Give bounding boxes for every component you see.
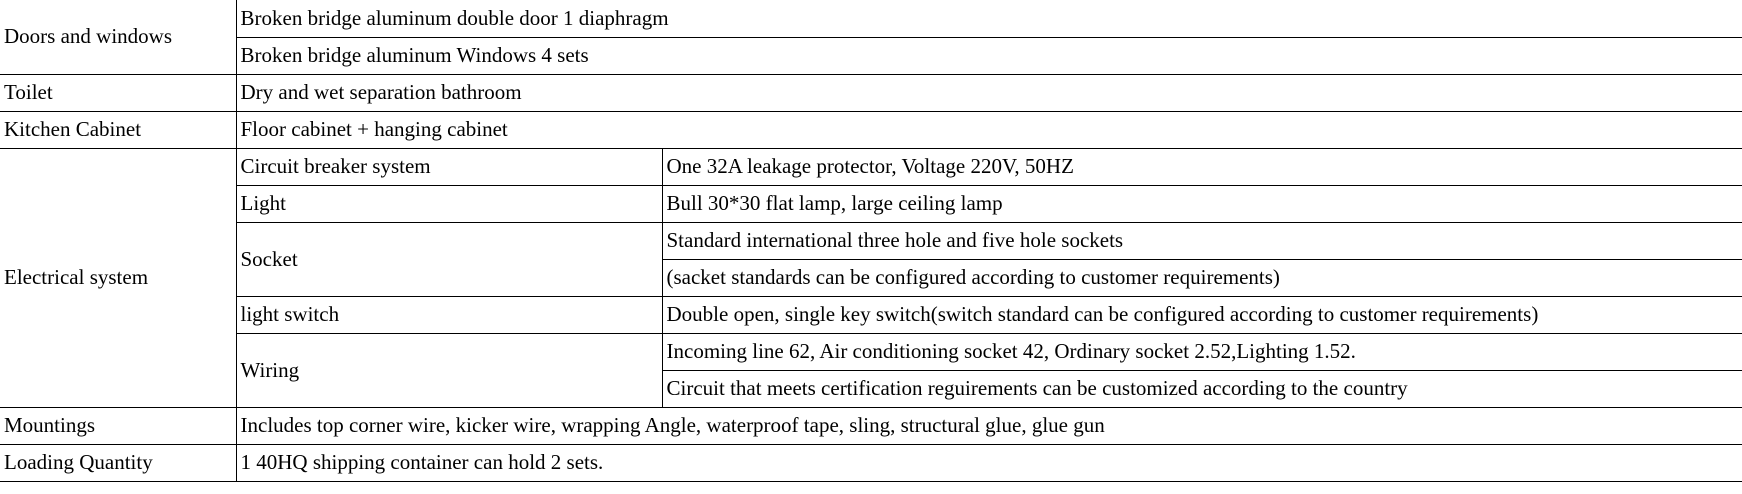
spec-value-windows: Broken bridge aluminum Windows 4 sets	[236, 37, 1742, 74]
spec-value-double-door: Broken bridge aluminum double door 1 diaphragm	[236, 0, 1742, 37]
table-row	[0, 296, 1742, 333]
spec-value-loading-quantity: 1 40HQ shipping container can hold 2 sets.	[236, 444, 1742, 481]
subcategory-light: Light	[236, 185, 662, 222]
table-row	[0, 111, 1742, 148]
category-toilet: Toilet	[0, 74, 236, 111]
subcategory-wiring: Wiring	[236, 333, 662, 407]
table-row	[0, 407, 1742, 444]
table-row	[0, 148, 1742, 185]
category-loading-quantity: Loading Quantity	[0, 444, 236, 481]
spec-value-light: Bull 30*30 flat lamp, large ceiling lamp	[662, 185, 1742, 222]
spec-value-toilet: Dry and wet separation bathroom	[236, 74, 1742, 111]
spec-value-kitchen-cabinet: Floor cabinet + hanging cabinet	[236, 111, 1742, 148]
table-row	[0, 333, 1742, 370]
table-row	[0, 74, 1742, 111]
subcategory-light-switch: light switch	[236, 296, 662, 333]
category-kitchen-cabinet: Kitchen Cabinet	[0, 111, 236, 148]
spec-value-socket-note: (sacket standards can be configured according to customer requirements)	[662, 259, 1742, 296]
spec-value-light-switch: Double open, single key switch(switch standard can be configured according to customer requirements)	[662, 296, 1742, 333]
subcategory-socket: Socket	[236, 222, 662, 296]
table-row	[0, 185, 1742, 222]
subcategory-circuit-breaker: Circuit breaker system	[236, 148, 662, 185]
category-mountings: Mountings	[0, 407, 236, 444]
spec-value-socket: Standard international three hole and five hole sockets	[662, 222, 1742, 259]
category-doors-and-windows: Doors and windows	[0, 0, 236, 74]
spec-value-wiring-note: Circuit that meets certification reguirements can be customized according to the country	[662, 370, 1742, 407]
spec-value-wiring: Incoming line 62, Air conditioning socket 42, Ordinary socket 2.52,Lighting 1.52.	[662, 333, 1742, 370]
table-row	[0, 222, 1742, 259]
table-row	[0, 0, 1742, 37]
table-row	[0, 37, 1742, 74]
spec-value-circuit-breaker: One 32A leakage protector, Voltage 220V, 50HZ	[662, 148, 1742, 185]
spec-value-mountings: Includes top corner wire, kicker wire, wrapping Angle, waterproof tape, sling, structural glue, glue gun	[236, 407, 1742, 444]
category-electrical-system: Electrical system	[0, 148, 236, 407]
table-row	[0, 444, 1742, 481]
